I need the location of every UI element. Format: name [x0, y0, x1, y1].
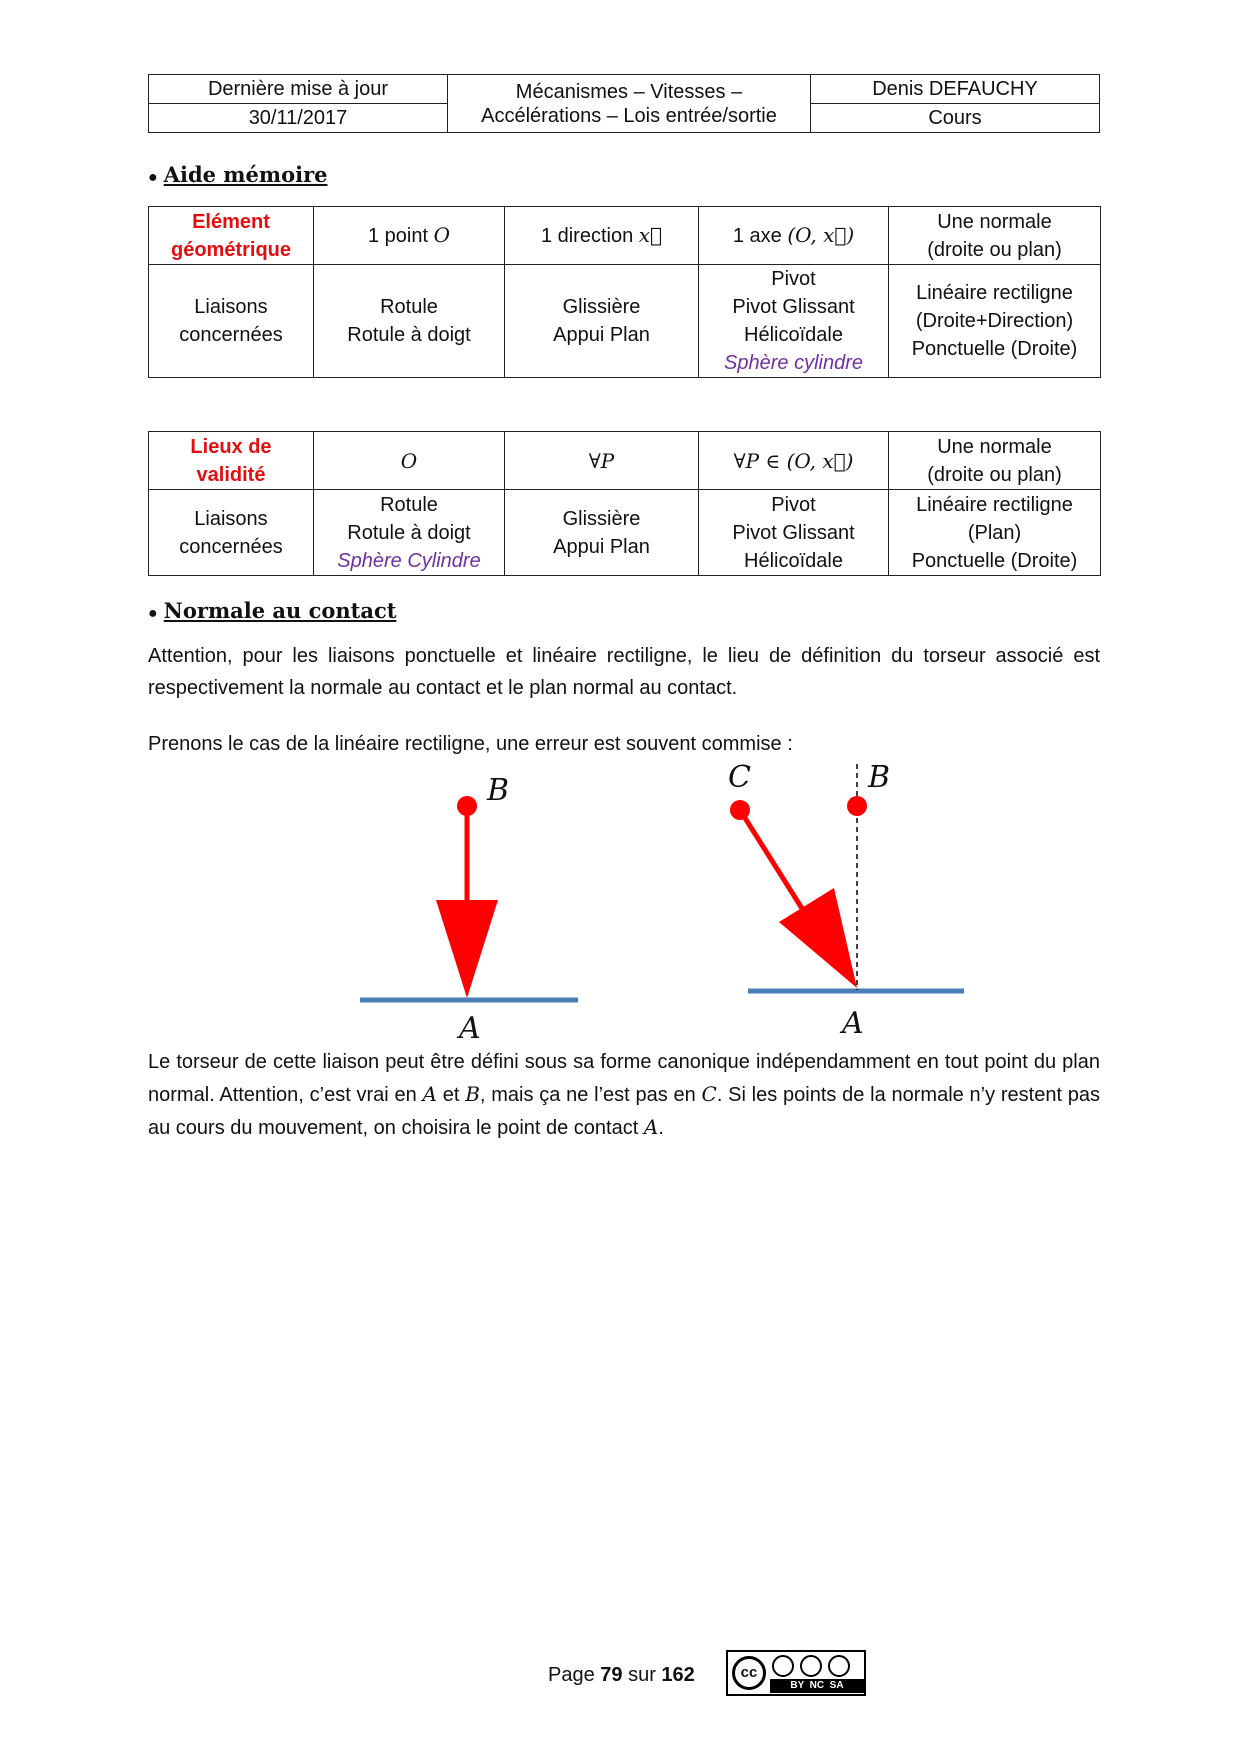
row-liaisons-label: Liaisons concernées	[149, 490, 314, 576]
row-head-label: Lieux de validité	[149, 432, 314, 490]
author: Denis DEFAUCHY	[811, 75, 1100, 104]
section-title: Normale au contact	[163, 598, 397, 623]
paragraph-1: Attention, pour les liaisons ponctuelle et linéaire rectiligne, le lieu de définition du torseur associé est respectivement la normale au contact et le plan normal au contact.	[148, 645, 1100, 699]
cell-axe: ∀P ∈ (O, x⃗)	[699, 432, 889, 490]
update-date: 30/11/2017	[149, 104, 448, 133]
cell-direction: ∀P	[505, 432, 699, 490]
label-b-left: B	[487, 773, 510, 808]
cell-normale: Une normale (droite ou plan)	[889, 207, 1101, 265]
last-update-label: Dernière mise à jour	[149, 75, 448, 104]
by-icon	[772, 1655, 794, 1677]
section-title: Aide mémoire	[163, 162, 328, 187]
cell-liaisons-point: Rotule Rotule à doigt	[314, 265, 505, 378]
point-b-left	[457, 796, 477, 816]
nc-icon	[800, 1655, 822, 1677]
cell-point: O	[314, 432, 505, 490]
cell-point: 1 point O	[314, 207, 505, 265]
cell-liaisons-direction: Glissière Appui Plan	[505, 265, 699, 378]
cell-liaisons-normale: Linéaire rectiligne (Droite+Direction) Ponctuelle (Droite)	[889, 265, 1101, 378]
doc-title-line2: Accélérations – Lois entrée/sortie	[481, 104, 777, 127]
cell-normale: Une normale (droite ou plan)	[889, 432, 1101, 490]
sa-icon	[828, 1655, 850, 1677]
row-head-label: Elément géométrique	[149, 207, 314, 265]
cc-terms-icons	[772, 1655, 862, 1677]
point-c	[730, 800, 750, 820]
row-liaisons-label: Liaisons concernées	[149, 265, 314, 378]
cell-liaisons-axe: Pivot Pivot Glissant Hélicoïdale Sphère cylindre	[699, 265, 889, 378]
paragraph-2: Prenons le cas de la linéaire rectiligne, une erreur est souvent commise :	[148, 733, 793, 755]
cell-liaisons-axe: Pivot Pivot Glissant Hélicoïdale	[699, 490, 889, 576]
cell-axe: 1 axe (O, x⃗)	[699, 207, 889, 265]
label-b-right: B	[868, 760, 891, 795]
label-a-right: A	[842, 1006, 864, 1041]
doc-title-line1: Mécanismes – Vitesses –	[515, 80, 743, 103]
cell-liaisons-normale: Linéaire rectiligne (Plan) Ponctuelle (Droite)	[889, 490, 1101, 576]
arrow-shaft-right	[740, 810, 803, 910]
label-c: C	[728, 760, 751, 795]
doc-type: Cours	[811, 104, 1100, 133]
bullet-icon: ●	[148, 169, 158, 186]
arrow-head-right	[779, 888, 857, 988]
cell-direction: 1 direction x⃗	[505, 207, 699, 265]
page-number: Page 79 sur 162	[548, 1664, 695, 1686]
label-a-left: A	[459, 1011, 481, 1046]
cc-terms-label: BY NC SA	[770, 1679, 864, 1693]
bullet-icon: ●	[148, 605, 158, 622]
paragraph-3: Le torseur de cette liaison peut être défini sous sa forme canonique indépendamment en tout point du plan normal. Attention, c’est vrai en A et B, mais ça ne l’est pas en C. Si les points de la normale n’y restent pas au cours du mouvement, on choisira le point de contact A.	[148, 1051, 1101, 1139]
arrow-head-left	[436, 900, 498, 998]
cc-license-badge	[726, 1650, 866, 1696]
cc-logo-icon: cc	[732, 1656, 766, 1690]
cell-liaisons-direction: Glissière Appui Plan	[505, 490, 699, 576]
point-b-right	[847, 796, 867, 816]
cell-liaisons-point: Rotule Rotule à doigt Sphère Cylindre	[314, 490, 505, 576]
